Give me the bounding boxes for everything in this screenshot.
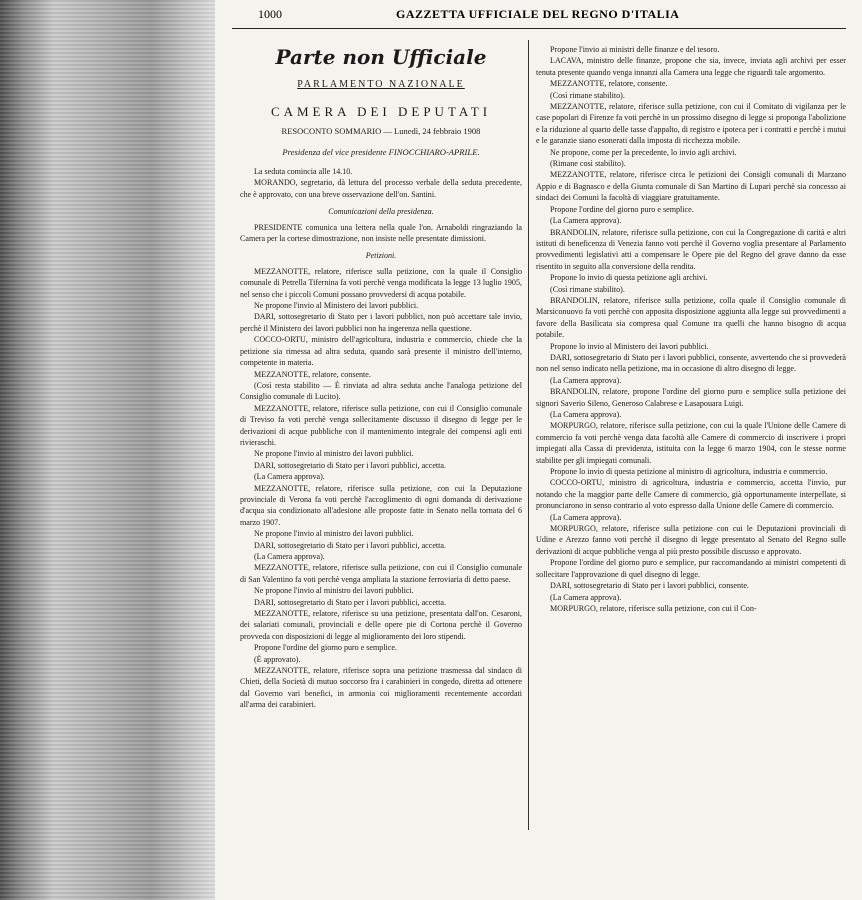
paragraph: Propone l'ordine del giorno puro e semplice. <box>550 204 694 214</box>
paragraph: (Così rimane stabilito). <box>550 284 625 294</box>
book-binding <box>0 0 215 900</box>
paragraph: MEZZANOTTE, relatore, riferisce sopra una petizione trasmessa dal sindaco di Chieti, della Società di mutuo soccorso fra i carabinieri in congedo, diretta ad ottenere dal Governo vari benefici, in armonia coi miglioramenti recentemente accordati all'arma dei carabinieri. <box>240 666 522 710</box>
paragraph: MEZZANOTTE, relatore, riferisce su una petizione, presentata dall'on. Cesaroni, dei salariati comunali, provinciali e delle opere pie di Cortona perchè il Governo provveda con disposizioni di legge al miglioramento dei loro stipendi. <box>240 609 522 641</box>
paragraph: MEZZANOTTE, relatore, riferisce sulla petizione, con cui il Consiglio comunale di San Valentino fa voti perchè venga ampliata la stazione ferroviaria di detto paese. <box>240 563 522 584</box>
paragraph: MORPURGO, relatore, riferisce sulla petizione, con cui la quale l'Unione delle Camere di commercio fa voti perchè venga data facoltà alle Camere di commercio di inscrivere i propri impiegati alla Cassa di previdenza, istituita con la legge 6 marzo 1904, con le stesse norme stabilite per gli impiegati comunali. <box>536 421 846 465</box>
column-rule <box>528 40 529 830</box>
paragraph: (La Camera approva). <box>254 472 325 482</box>
paragraph: MEZZANOTTE, relatore, riferisce sulla petizione, con cui il Consiglio comunale di Treviso fa voti perchè venga sollecitamente discusso il disegno di legge per le derivazioni di acque pubbliche con il mantenimento integrale dei compensi agli enti rivieraschi. <box>240 403 522 447</box>
paragraph: MORANDO, segretario, dà lettura del processo verbale della seduta precedente, che è approvato, con una breve osservazione dell'on. Santini. <box>240 178 522 199</box>
paragraph: Propone l'ordine del giorno puro e semplice, pur raccomandando ai ministri competenti di sollecitare l'approvazione di quel disegno di legge. <box>536 558 846 579</box>
paragraph: (La Camera approva). <box>254 552 325 561</box>
paragraph: MEZZANOTTE, relatore, consente. <box>254 369 371 379</box>
paragraph: PRESIDENTE comunica una lettera nella quale l'on. Arnaboldi ringraziando la Camera per la cortese dimostrazione, non insiste nelle presentate dimissioni. <box>240 222 522 244</box>
paragraph: (La Camera approva). <box>550 512 622 522</box>
header-rule <box>232 28 846 29</box>
paragraph: Propone lo invio di questa petizione agli archivi. <box>550 273 708 283</box>
page-number: 1000 <box>258 7 282 21</box>
paragraph: MEZZANOTTE, relatore, riferisce sulla petizione, con la quale il Consiglio comunale di Petrella Tifernina fa voti perchè venga modificata la legge 13 luglio 1905, nel senso che i piccoli Comuni possano provvedersi di acqua potabile. <box>240 266 522 299</box>
paragraph: COCCO-ORTU, ministro di agricoltura, industria e commercio, accetta l'invio, pur notando che la maggior parte delle Camere di commercio, già opportunamente interpellate, si pronunciarono in senso contrario al voto espresso dalla Unione delle Camere di commercio. <box>536 478 846 511</box>
paragraph: DARI, sottosegretario di Stato per i lavori pubblici, non può accettare tale invio, perchè il Ministero dei lavori pubblici non ha ingerenza nella questione. <box>240 312 522 333</box>
paragraph: DARI, sottosegretario di Stato per i lavori pubblici, consente. <box>550 581 749 591</box>
left-column <box>240 44 522 711</box>
paragraph: BRANDOLIN, relatore, riferisce sulla petizione, colla quale il Consiglio comunale di Marsiconuovo fa voti perchè con apposita disposizione aggiunta alla legge sui provvedimenti a favore della Basilicata sia compresa qual Comune tra quelli che hanno bisogno di acqua potabile. <box>536 295 846 340</box>
paragraph: DARI, sottosegretario di Stato per i lavori pubblici, accetta. <box>254 597 446 607</box>
subhead-communications: Comunicazioni della presidenza. <box>328 207 434 217</box>
subhead-petitions: Petizioni. <box>365 251 397 261</box>
parliament-title: PARLAMENTO NAZIONALE <box>297 79 465 90</box>
section-title: Parte non Ufficiale <box>275 45 487 69</box>
paragraph: DARI, sottosegretario di Stato per i lavori pubblici, consente, avvertendo che si provvederà non nel senso indicato nella petizione, ma in occasione di altro disegno di legge. <box>536 352 847 374</box>
gazette-title: GAZZETTA UFFICIALE DEL REGNO D'ITALIA <box>396 7 680 21</box>
paragraph: Ne propone l'invio al ministro dei lavori pubblici. <box>254 449 414 459</box>
paragraph: Ne propone l'invio al Ministero dei lavori pubblici. <box>254 301 419 311</box>
paragraph: (La Camera approva). <box>550 410 622 419</box>
paragraph: MEZZANOTTE, relatore, riferisce sulla petizione, con cui il Comitato di vigilanza per le case popolari di Firenze fa voti perchè in un prossimo disegno di legge si proponga l'abolizione e la riduzione al quarto delle tasse d'appalto, di registro e ipoteca per i contratti e perchè i mutui e le garanzie siano esonerati dalla imposta di ricchezza mobile. <box>536 102 846 146</box>
presidency-line: Presidenza del vice presidente FINOCCHIARO-APRILE. <box>282 147 480 157</box>
paragraph: (La Camera approva). <box>550 592 622 602</box>
petition-paragraphs <box>240 266 522 711</box>
paragraph: MEZZANOTTE, relatore, consente. <box>550 79 668 89</box>
summary-line: RESOCONTO SOMMARIO — Lunedì, 24 febbraio 1908 <box>281 126 481 136</box>
chamber-title: CAMERA DEI DEPUTATI <box>270 104 492 119</box>
paragraph: (Così resta stabilito — È rinviata ad altra seduta anche l'analoga petizione del Consiglio comunale di Lucito). <box>240 380 522 402</box>
paragraph: Propone l'invio ai ministri delle finanze e del tesoro. <box>550 45 720 54</box>
paragraph: Ne propone, come per la precedente, lo invio agli archivi. <box>550 147 737 157</box>
paragraph: Propone lo invio al Ministero dei lavori pubblici. <box>550 341 709 351</box>
paragraph: DARI, sottosegretario di Stato per i lavori pubblici, accetta. <box>254 460 446 470</box>
paragraph: Propone lo invio di questa petizione al ministro di agricoltura, industria e commercio. <box>550 467 828 477</box>
paragraph: Propone l'ordine del giorno puro e semplice. <box>254 643 397 653</box>
paragraph: (La Camera approva). <box>550 375 622 385</box>
paragraph: (Così rimane stabilito). <box>550 90 625 100</box>
communication-paragraphs <box>240 222 522 245</box>
paragraph: (È approvato). <box>254 654 301 664</box>
right-paragraphs <box>536 44 846 614</box>
paragraph: LACAVA, ministro delle finanze, propone che sia, invece, inviata agli archivi per esser tenuta presente quando venga innanzi alla Camera una legge che riguardi tale argomento. <box>536 56 846 77</box>
opening-paragraphs <box>240 166 522 200</box>
paragraph: MEZZANOTTE, relatore, riferisce sulla petizione, con cui la Deputazione provinciale di Verona fa voti perchè l'accoglimento di ogni domanda di derivazione d'acqua sia condizionato all'adesione alle proposte fatte in Senato nella tornata del 6 marzo 1907. <box>240 483 522 527</box>
paragraph: (Rimane così stabilito). <box>550 159 626 169</box>
right-column <box>536 44 846 614</box>
paragraph: MORPURGO, relatore, riferisce sulla petizione, con cui il Con- <box>550 603 757 613</box>
paragraph: DARI, sottosegretario di Stato per i lavori pubblici, accetta. <box>254 540 446 550</box>
paragraph: Ne propone l'invio al ministro dei lavori pubblici. <box>254 529 414 539</box>
paragraph: MEZZANOTTE, relatore, riferisce circa le petizioni dei Consigli comunali di Marzano Appio e di Bagnasco e della Giunta comunale di San Martino di Lupari perchè sia concesso ai sindaci dei Comuni la facoltà di viaggiare gratuitamente. <box>536 170 846 203</box>
paragraph: COCCO-ORTU, ministro dell'agricoltura, industria e commercio, chiede che la petizione sia rimessa ad altra seduta, quando sarà presente il ministro dell'interno, competente in materia. <box>240 335 522 368</box>
paragraph: Ne propone l'invio al ministro dei lavori pubblici. <box>254 586 414 596</box>
paragraph: (La Camera approva). <box>550 216 622 226</box>
binding-texture <box>0 0 215 900</box>
paragraph: MORPURGO, relatore, riferisce sulla petizione con cui le Deputazioni provinciali di Udine e Arezzo fanno voti perchè il disegno di legge presentato al Senato del Regno sulle derivazioni di acque pubbliche venga al più presto possibile discusso e approvato. <box>536 524 846 556</box>
paragraph: BRANDOLIN, relatore, riferisce sulla petizione, con cui la Congregazione di carità e altri istituti di beneficenza di Venezia fanno voti perchè il Governo voglia presentare al Parlamento provvedimenti legislativi atti a compensare le Opere pie del Regno del grave danno da esse risentito in seguito alla conversione della rendita. <box>536 227 846 271</box>
paragraph: La seduta comincia alle 14.10. <box>254 167 353 176</box>
paragraph: BRANDOLIN, relatore, propone l'ordine del giorno puro e semplice sulla petizione dei signori Saverio Sileno, Generoso Calabrese e Lasapouara Luigi. <box>536 387 846 408</box>
